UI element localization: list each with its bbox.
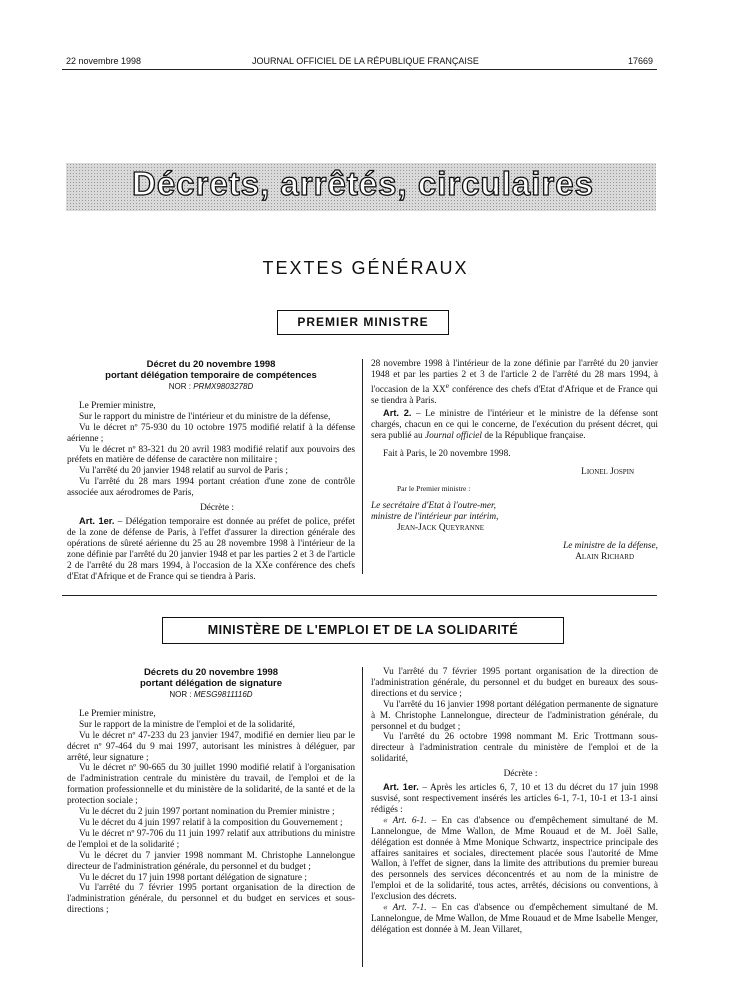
decrete-label: Décrète : — [200, 503, 234, 514]
paragraph: Vu le décret nº 97-706 du 11 juin 1997 relatif aux attributions du ministre de l'emploi et de la solidarité ; — [67, 828, 355, 850]
article-text: – Délégation temporaire est donnée au préfet de police, préfet de la zone de défense de Paris, à l'effet d'assurer la direction générale des opérations de sûreté aérienne du 25 au 28 novembre 1998 à l'intérieur de la zone définie par l'arrêté du 20 janvier 1948 et par les parties 2 et 3 de l'article 2 de l'arrêté du 28 mars 1994, à l'occasion de la XXe conférence des chefs d'Etat d'Afrique et de France qui se tiendra à Paris. — [67, 516, 356, 582]
column-divider — [362, 359, 363, 574]
article-text: – Après les articles 6, 7, 10 et 13 du décret du 17 juin 1998 susvisé, sont respectivement insérés les articles 6-1, 7-1, 10-1 et 13-1 ainsi rédigés : — [371, 783, 659, 815]
paragraph: Vu le décret nº 47-233 du 23 janvier 1947, modifié en dernier lieu par le décret nº 97-464 du 9 mai 1997, autorisant les ministres à déléguer, par arrêté, leur signature ; — [67, 730, 355, 763]
secretary-title-line1: Le secrétaire d'Etat à l'outre-mer, — [371, 501, 496, 512]
paragraph: Vu l'arrêté du 16 janvier 1998 portant délégation permanente de signature à M. Christophe Lannelongue, directeur de l'administration générale, du personnel et du budget ; — [371, 699, 658, 732]
decree2-title: Décrets du 20 novembre 1998 — [143, 667, 279, 678]
par-premier-ministre: Par le Premier ministre : — [397, 483, 471, 493]
paragraph: Vu l'arrêté du 7 février 1995 portant organisation de la direction de l'administration générale, du personnel et du budget en bureaux des sous-directions et du service ; — [371, 667, 658, 699]
article-text-end: de la République française. — [482, 430, 586, 441]
defense-minister-title: Le ministre de la défense, — [563, 541, 658, 552]
paragraph: Vu l'arrêté du 26 octobre 1998 nommant M. Eric Trottmann sous-directeur à l'administration centrale du ministère de l'emploi et de la solidarité, — [371, 732, 658, 765]
section-separator — [62, 595, 657, 596]
column-divider — [362, 667, 363, 967]
decree1-left-column — [67, 359, 356, 582]
nor-label: NOR : — [168, 382, 191, 391]
paragraph: Le Premier ministre, — [79, 708, 156, 719]
paragraph: Vu le décret nº 75-930 du 10 octobre 1975 modifié relatif à la défense aérienne ; — [67, 422, 355, 444]
nor-label: NOR : — [169, 690, 192, 699]
paragraph: Vu le décret nº 83-321 du 20 avril 1983 modifié relatif aux pouvoirs des préfets en matière de défense de caractère non militaire ; — [67, 444, 355, 466]
header-journal-title: JOURNAL OFFICIEL DE LA RÉPUBLIQUE FRANÇAISE — [252, 56, 479, 66]
decree1-article1-continued: 28 novembre 1998 à l'intérieur de la zone définie par l'arrêté du 20 janvier 1948 et par les parties 2 et 3 de l'article 2 de l'arrêté du 28 mars 1994, à l'occasion de la XXe conférence des chefs d'Etat d'Afrique et de France qui se tiendra à Paris. — [371, 359, 658, 406]
secretary-title-line2: ministre de l'intérieur par intérim, — [371, 512, 499, 523]
banner-title: Décrets, arrêtés, circulaires — [132, 165, 594, 202]
article-label: « Art. 6-1. — [383, 815, 427, 826]
paragraph: Vu le décret nº 90-665 du 30 juillet 1990 modifié relatif à l'organisation de l'administration centrale du ministère du travail, de l'emploi et de la formation professionnelle et du ministère de la solidarité, de la santé et de la protection sociale ; — [67, 763, 355, 807]
paragraph: Sur le rapport de la ministre de l'emploi et de la solidarité, — [79, 719, 295, 730]
header-page-number: 17669 — [628, 56, 654, 66]
article-label: Art. 1er. — [383, 782, 419, 793]
journal-officiel: Journal officiel — [424, 430, 483, 441]
nor-value: PRMX9803278D — [193, 382, 254, 391]
ministry-heading-premier: PREMIER MINISTRE — [277, 310, 449, 335]
decree2-subtitle: portant délégation de signature — [140, 678, 282, 689]
decree2-article1 — [371, 782, 658, 816]
paragraph: Vu le décret du 4 juin 1997 relatif à la composition du Gouvernement ; — [79, 817, 343, 828]
decree2-article7-1 — [371, 903, 658, 936]
paragraph: Vu l'arrêté du 28 mars 1994 portant création d'une zone de contrôle associée aux aérodromes de Paris, — [67, 477, 355, 499]
article-label: « Art. 7-1. — [383, 903, 427, 914]
section-heading: TEXTES GÉNÉRAUX — [262, 258, 469, 278]
paragraph: Vu le décret du 2 juin 1997 portant nomination du Premier ministre ; — [79, 807, 335, 818]
header-rule — [62, 69, 657, 70]
article-text: – En cas d'absence ou d'empêchement simultané de M. Lannelongue, de Mme Wallon, de Mme Rouaud et de M. Joël Salle, délégation est donnée à Mme Monique Schwartz, inspectrice principale des affaires sanitaires et sociales, directement placée sous l'autorité de Mme Wallon, à l'effet de signer, dans la limite des attributions du premier bureau des personnels des services déconcentrés et au nom de la ministre de l'emploi et de la solidarité, tous actes, arrêtés, décisions ou conventions, à l'exclusion des décrets. — [371, 815, 659, 903]
decree2-nor — [67, 690, 355, 701]
article-text: – En cas d'absence ou d'empêchement simultané de M. Lannelongue, de Mme Wallon, de Mme Rouaud et de Mme Isabelle Menger, délégation est donnée à M. Jean Villaret, — [371, 903, 659, 935]
ministry-heading-emploi: MINISTÈRE DE L'EMPLOI ET DE LA SOLIDARITÉ — [162, 617, 564, 644]
header-date: 22 novembre 1998 — [66, 56, 142, 66]
decree1-subtitle: portant délégation temporaire de compétences — [105, 370, 317, 381]
fait-date: Fait à Paris, le 20 novembre 1998. — [383, 448, 511, 459]
paragraph: Le Premier ministre, — [79, 400, 156, 411]
signature-queyranne: Jean-Jack Queyranne — [397, 523, 485, 534]
article-label: Art. 2. — [383, 408, 412, 418]
article-label: Art. 1er. — [79, 515, 115, 526]
decree1-right-column — [371, 359, 658, 563]
decree2-article6-1 — [371, 816, 658, 903]
nor-value: MESG9811116D — [193, 690, 253, 699]
paragraph: Sur le rapport du ministre de l'intérieur et du ministre de la défense, — [79, 411, 331, 422]
paragraph: Vu l'arrêté du 20 janvier 1948 relatif au survol de Paris ; — [79, 466, 288, 477]
decree1-article2 — [371, 408, 658, 442]
decree1-title: Décret du 20 novembre 1998 — [146, 359, 276, 370]
article-text: – Le ministre de l'intérieur et le ministre de la défense sont chargés, chacun en ce qui le concerne, de l'exécution du présent décret, qui sera publié au — [371, 409, 658, 441]
decree2-left-column — [67, 667, 355, 916]
decree1-nor — [67, 382, 355, 393]
paragraph: Vu le décret du 17 juin 1998 portant délégation de signature ; — [79, 872, 307, 883]
paragraph: Vu le décret du 7 janvier 1998 nommant M. Christophe Lannelongue directeur de l'administration générale, du personnel et du budget ; — [67, 850, 355, 872]
paragraph: Vu l'arrêté du 7 février 1995 portant organisation de la direction de l'administration générale, du personnel et du budget en services et sous-directions ; — [67, 883, 355, 916]
decrete-label: Décrète : — [503, 769, 538, 780]
decree2-right-column — [371, 667, 658, 967]
section-banner — [66, 163, 656, 211]
signature-richard: Alain Richard — [575, 552, 634, 563]
decree1-article1 — [67, 515, 356, 582]
signature-jospin: Lionel Jospin — [581, 466, 634, 477]
